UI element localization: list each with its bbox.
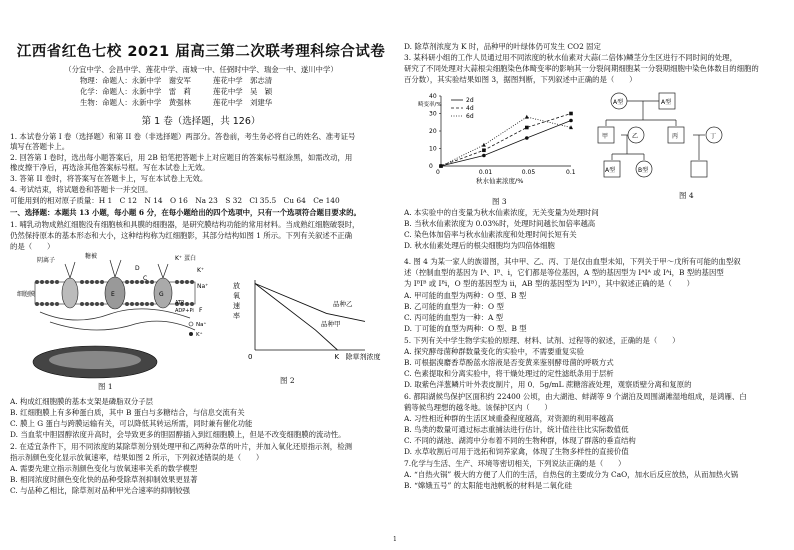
phospholipid-head [40,280,44,284]
data-point [482,154,486,158]
fig1-label: K⁺ 蛋白 [175,255,197,262]
fig1-label: Na⁺ [197,283,209,290]
phospholipid-head [95,280,99,284]
q2-stem: 2. 在适宜条件下，用不同浓度的某除草剂分别处理甲和乙两种杂草的叶片，并加入氧化还原指示剂，检测 [10,442,352,451]
phospholipid-head [80,280,84,284]
y-axis-label: 率 [233,312,240,320]
fig2-caption: 图 2 [280,376,295,385]
fig1-label: C [143,275,148,282]
phospholipid-head [190,302,194,306]
text-line: 鹤等候鸟理想的越冬地。该保护区内（ ） [404,403,552,412]
author-physics: 物理：命题人：永新中学 谢安军 莲花中学 郭志清 [80,76,273,85]
data-point [569,112,573,116]
fig1-legend: K⁺ [196,332,203,338]
phospholipid-head [150,302,154,306]
phospholipid-head [35,280,39,284]
fig1-caption: 图 1 [98,382,113,391]
phospholipid-head [85,280,89,284]
q1-stem: 1. 哺乳动物成熟红细胞没有细胞核和具膜的细胞器，是研究膜结构功能的常用材料。当成熟红细胞破裂时， [10,220,360,229]
phospholipid-head [190,280,194,284]
option-line: B. 红细胞膜上有多种蛋白质，其中 B 蛋白与多糖结合，与信息交流有关 [10,408,245,417]
text-line: A. 本实验中的自变量为秋水仙素浓度，无关变量为处理时间 [404,208,599,217]
phospholipid-head [45,302,49,306]
protein-e [105,277,125,309]
phospholipid-head [185,302,189,306]
fig1-legend: Na⁺ [196,322,207,328]
x-tick-label: 0 [436,169,440,176]
phospholipid-head [140,302,144,306]
phospholipid-head [45,280,49,284]
y-axis-label: 氧 [233,292,240,300]
figure-3-chart [416,86,586,186]
phospholipid-head [35,302,39,306]
series-label: 品种乙 [333,300,353,308]
phospholipid-head [90,280,94,284]
pedigree-label: 丙 [672,133,679,140]
series-label: 品种甲 [321,320,341,328]
text-line: 4. 图 4 为某一家人的族谱图，其中甲、乙、丙、丁是仅由血型未知，下列关于甲～戊所有可能的血型叙 [404,257,741,266]
data-point [525,126,529,130]
fig1-label: ATP [175,300,185,306]
x-axis-label: 秋水仙素浓度/% [476,177,524,185]
q1-stem: 仍然保持原本的基本形态和大小，这种结构称为红细胞影，其部分结构如图 1 所示。下列有关叙述不正确 [10,231,352,240]
legend-label: 2d [466,97,474,104]
red-cell-center [49,351,141,369]
phospholipid-head [185,280,189,284]
text-line: B. 鸟类的数量可通过标志重捕法进行估计，统计值往往比实际数值低 [404,425,629,434]
fig3-caption: 图 3 [492,197,507,206]
y-tick-label: 10 [429,145,437,153]
q1-stem: 的是（ ） [10,242,55,251]
y-tick-label: 0 [429,163,433,170]
pedigree-label: 甲 [602,133,609,140]
pedigree-label: 丁 [710,133,717,140]
note-line: 橡皮擦干净后，再选涂其他答案标号框。写在本试卷上无效。 [10,163,210,172]
phospholipid-head [100,280,104,284]
text-line: C. 不同的湖池、湖湾中分布着不同的生物种群，体现了群落的垂直结构 [404,436,636,445]
data-point [482,143,486,147]
note-line: 2. 回答第 I 卷时，选出每小题答案后，用 2B 铅笔把答题卡上对应题目的答案标号框涂黑，如需改动，用 [10,153,353,162]
pedigree-label: A型 [661,99,672,106]
glycocalyx [65,260,168,278]
text-line: D. 取紫色洋葱鳞片叶外表皮制片，用 0．5g/mL 蔗糖溶液处理，观察质壁分离和复原的 [404,380,692,389]
data-point [482,148,486,152]
option-line: A. 构成红细胞膜的基本支架是磷脂双分子层 [10,397,154,406]
fig1-label: D [135,265,140,272]
phospholipid-head [130,280,134,284]
exam-title: 江西省红色七校 2021 届高三第二次联考理科综合试卷 [16,44,386,60]
pedigree-label: A型 [613,99,624,106]
k-tick-label: K [334,353,340,361]
x-tick-label: 0.01 [478,169,493,176]
fig1-label: K⁺ [197,267,205,274]
x-tick-label: 0.1 [566,169,576,176]
text-line: C. 染色体加倍率与秋水仙素浓度和处理时间长短有关 [404,230,577,239]
text-line: D. 秋水仙素处理后的根尖细胞均为四倍体细胞 [404,241,555,250]
legend-label: 4d [466,105,474,112]
x-tick-label: 0.05 [521,169,536,176]
fig1-label: 阴离子 [37,257,56,264]
text-line: D. 除草剂浓度为 K 时，品种甲的叶绿体仍可发生 CO2 固定 [404,42,601,51]
data-point [525,115,529,119]
y-axis-label: 放 [233,282,240,290]
phospholipid-head [150,280,154,284]
origin-label: 0 [248,353,253,361]
phospholipid-head [55,280,59,284]
y-tick-label: 30 [429,110,437,118]
text-line: 述（控制血型的基因为 Iᴬ、Iᴮ、i，它们都是等位基因，A 型的基因型为 IᴬIᴬ 或 Iᴬi，B 型的基因型 [404,268,724,277]
option-line: B. 相同浓度时颜色变化快的品种受除草剂抑制效果更显著 [10,475,198,484]
k-ion-icon [189,332,193,336]
page-number: 1 [393,536,397,543]
text-line: A. 甲可能的血型为两种：O 型、B 型 [404,291,527,300]
section-heading: 第 1 卷（选择题，共 126） [141,116,261,127]
fig1-label: G [159,291,164,298]
figure-1-membrane [15,252,220,382]
x-axis-label: 除草剂浓度 [345,353,381,361]
phospholipid-head [50,302,54,306]
option-line: C. 与品种乙相比，除草剂对品种甲光合速率的抑制较强 [10,486,191,495]
option-line: D. 当血浆中胆固醇浓度升高时，会导致更多的胆固醇插入到红细胞膜上，但是不改变细胞膜的流动性。 [10,430,346,439]
pedigree-label: A型 [605,167,616,174]
note-line: 3. 答第 II 卷时，将答案写在答题卡上，写在本试卷上无效。 [10,174,208,183]
phospholipid-head [130,302,134,306]
text-line: D. 丁可能的血型为两种：O 型、B 型 [404,324,527,333]
text-line: 为 IᴮIᴮ 或 Iᴮi，O 型的基因型为 ii，AB 型的基因型为 IᴬIᴮ），其中叙述正确的是（ ） [404,279,695,288]
text-line: B. 可根据溴麝香草酚蓝水溶液是否变黄来鉴别酵母菌的呼吸方式 [404,358,614,367]
series-line-品种甲 [255,284,338,351]
option-line: A. 需要先建立指示剂颜色变化与放氧速率关系的数学模型 [10,464,198,473]
text-line: A. “自热火锅” 极大的方便了人们的生活，自热包的主要成分为 CaO，加水后反应放热，从而加热火锅 [404,470,739,479]
protein-b [62,278,78,308]
phospholipid-head [95,302,99,306]
text-line: B. 乙可能的血型为一种：O 型 [404,302,504,311]
text-line: 5. 下列有关中学生物学实验的原理、材料、试剂、过程等的叙述，正确的是（ ） [404,336,680,345]
y-axis-label: 畸变率/% [418,102,442,108]
phospholipid-head [135,280,139,284]
text-line: B. 当秋水仙素浓度为 0.03%时，处理时间越长加倍率越高 [404,219,596,228]
fig1-label: 细胞膜 [17,291,36,298]
phospholipid-head [125,302,129,306]
phospholipid-head [145,302,149,306]
text-line: C. 色素提取和分离实验中，将干燥处理过的定性滤纸条用于层析 [404,369,614,378]
fig1-label: 糖被 [85,253,98,260]
schools-line: （分宜中学、会昌中学、莲花中学、南城一中、任弼时中学、瑞金一中、遂川中学） [64,65,338,74]
author-biology: 生物：命题人：永新中学 黄强林 莲花中学 刘建华 [80,98,273,107]
text-line: 6. 都阳湖候鸟保护区面积约 22400 公顷，由大湖池、蚌湖等 9 个湖泊及周围湖滩湿地组成，是鸿雁、白 [404,392,747,401]
text-line: C. 丙可能的血型为一种：A 型 [404,313,504,322]
fig1-label: ADP+Pi [175,308,194,314]
data-point [569,119,573,123]
figure-4-pedigree [594,88,774,198]
phospholipid-head [90,302,94,306]
phospholipid-head [40,302,44,306]
phospholipid-head [100,302,104,306]
pedigree-label: B型 [638,167,649,174]
y-tick-label: 40 [429,93,437,100]
text-line: A. 探究酵母菌种群数量变化的实验中，不需要重复实验 [404,347,585,356]
q3-stem: 3. 某科研小组的工作人员通过用不同浓度的秋水仙素对大蒜(二倍体)鳞茎分生区进行不同时间的处理， [404,53,737,62]
fig1-label: E [111,291,115,298]
legend-label: 6d [466,113,474,120]
phospholipid-head [175,280,179,284]
option-line: C. 膜上 G 蛋白与跨膜运输有关，可以降低其转运所需，同时兼有催化功能 [10,419,253,428]
na-ion-icon [189,322,193,326]
y-axis-label: 速 [233,302,240,310]
q2-stem: 指示剂颜色变化显示放氧速率，结果如图 2 所示，下列叙述错误的是（ ） [10,453,264,462]
note-line: 1. 本试卷分第 I 卷（选择题）和第 II 卷（非选择题）两部分。答卷前，考生务必将自己的姓名、准考证号 [10,132,356,141]
part-heading: 一、选择题：本题共 13 小题，每小题 6 分，在每小题给出的四个选项中，只有一个选项符合题目要求的。 [10,208,361,217]
text-line: A. 习性相近种群的生活区域重叠程度越高，对资源的利用率越高 [404,414,614,423]
phospholipid-head [180,280,184,284]
q3-stem: 研究了不同处理对大蒜根尖细胞染色体畸变率的影响其一分裂间期细胞某一分裂期细胞中染色体数目的细胞的 [404,64,759,73]
figure-2-chart [225,270,385,370]
phospholipid-head [125,280,129,284]
author-chemistry: 化学：命题人：永新中学 雷 莉 莲花中学 吴 颖 [80,87,273,96]
pedigree-label: 乙 [632,133,639,140]
text-line: 7.化学与生活、生产、环境等密切相关，下列说法正确的是（ ） [404,459,626,468]
phospholipid-head [85,302,89,306]
y-tick-label: 20 [429,128,437,135]
fig1-label: F [199,307,203,314]
text-line: D. 水草收割后可用于选拓和饲养家禽，体现了生物多样性的直接价值 [404,447,629,456]
phospholipid-head [80,302,84,306]
cytoskeleton [40,309,195,330]
phospholipid-head [55,302,59,306]
pedigree-male [691,161,707,177]
phospholipid-head [135,302,139,306]
q3-stem: 百分数），其实验结果如图 3，据图判断，下列叙述中正确的是（ ） [404,75,637,84]
series-line-4d [441,114,571,167]
phospholipid-head [50,280,54,284]
note-line: 填写在答题卡上。 [10,142,70,151]
fig4-caption: 图 4 [679,191,694,200]
data-point [525,136,529,140]
text-line: B. “嫦娥五号” 的太阳能电池帆板的材料是二氧化硅 [404,481,572,490]
note-line: 4. 考试结束，将试题卷和答题卡一并交回。 [10,185,153,194]
atomic-mass-line: 可能用到的相对原子质量：H 1 C 12 N 14 O 16 Na 23 S 32 Cl 35.5 Cu 64 Ce 140 [10,196,340,205]
